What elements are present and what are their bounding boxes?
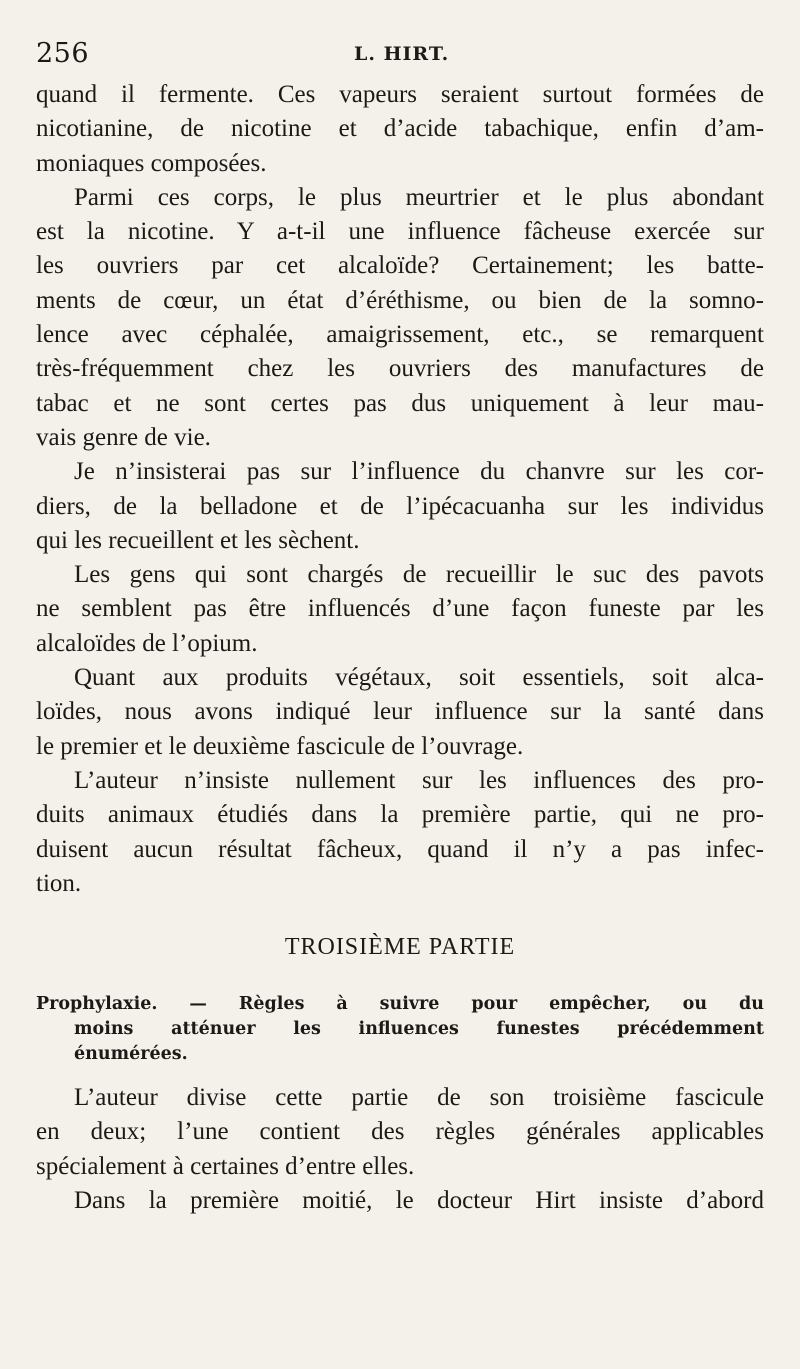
heading-line: énumérées. [74,1044,188,1065]
text-line: spécialement à certaines d’entre elles. [36,1152,415,1180]
text-line: les ouvriers par cet alcaloïde? Certainement; les batte- [36,252,764,280]
text-line: vais genre de vie. [36,423,211,451]
text-line: moniaques composées. [36,149,267,177]
text-line: le premier et le deuxième fascicule de l’ouvrage. [36,732,524,760]
text-line: quand il fermente. Ces vapeurs seraient surtout formées de [36,81,764,108]
page-number: 256 [36,38,90,69]
text-line: lence avec céphalée, amaigrissement, etc., se remarquent [36,321,764,349]
text-line: très-fréquemment chez les ouvriers des manufactures de [36,355,764,383]
text-line: qui les recueillent et les sèchent. [36,526,360,554]
text-line: tion. [36,869,82,897]
heading-line: moins atténuer les influences funestes précédemment [74,1019,764,1040]
text-line: Dans la première moitié, le docteur Hirt insiste d’abord [74,1187,764,1215]
text-line: Je n’insisterai pas sur l’influence du chanvre sur les cor- [74,458,764,486]
text-line: L’auteur divise cette partie de son troisième fascicule [74,1084,764,1112]
text-line: ne semblent pas être influencés d’une façon funeste par les [36,595,764,623]
text-line: duisent aucun résultat fâcheux, quand il n’y a pas infec- [36,835,764,863]
text-line: loïdes, nous avons indiqué leur influence sur la santé dans [36,698,764,726]
heading-line: Prophylaxie. — Règles à suivre pour empêcher, ou du [36,994,764,1015]
text-line: L’auteur n’insiste nullement sur les influences des pro- [74,766,764,794]
text-line: Les gens qui sont chargés de recueillir le suc des pavots [74,561,764,589]
text-line: est la nicotine. Y a-t-il une influence fâcheuse exercée sur [36,218,764,246]
text-line: tabac et ne sont certes pas dus uniquement à leur mau- [36,389,764,417]
body-text [36,78,764,1218]
section-heading [36,992,764,1067]
text-line: Quant aux produits végétaux, soit essentiels, soit alca- [74,664,764,692]
text-line: ments de cœur, un état d’éréthisme, ou bien de la somno- [36,286,764,314]
text-line: duits animaux étudiés dans la première partie, qui ne pro- [36,801,764,829]
text-line: nicotianine, de nicotine et d’acide tabachique, enfin d’am- [36,115,764,143]
text-line: diers, de la belladone et de l’ipécacuanha sur les individus [36,492,764,520]
text-line: alcaloïdes de l’opium. [36,629,258,657]
running-head: L. HIRT. [354,43,450,65]
text-line: Parmi ces corps, le plus meurtrier et le plus abondant [74,183,764,211]
text-line: en deux; l’une contient des règles générales applicables [36,1118,764,1146]
section-title: TROISIÈME PARTIE [284,934,516,961]
page-header [36,38,766,78]
